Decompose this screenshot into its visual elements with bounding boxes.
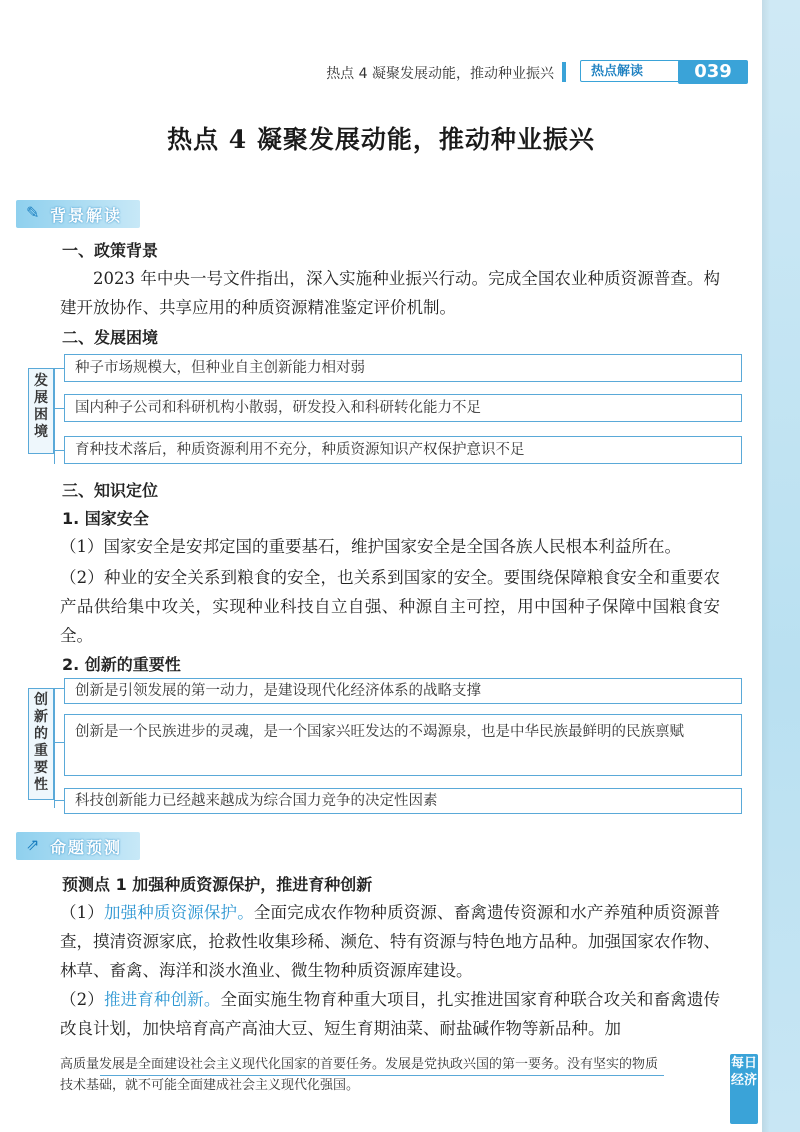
prediction-heading: 预测点 1 加强种质资源保护，推进育种创新: [62, 875, 373, 894]
footer-quote: 高质量发展是全面建设社会主义现代化国家的首要任务。发展是党执政兴国的第一要务。没有坚实的物质技术基础，就不可能全面建成社会主义现代化强国。: [60, 1057, 659, 1093]
policy-heading: 一、政策背景: [62, 241, 159, 260]
dilemma-label: 发展困境: [28, 368, 54, 454]
prediction-paragraph-1: （1）加强种质资源保护。全面完成农作物种质资源、畜禽遗传资源和水产养殖种质资源普查，摸清资源家底，抢救性收集珍稀、濒危、特有资源与特色地方品种。加强国家农作物、林草、畜禽、海洋和淡水渔业、微生物种质资源库建设。: [60, 903, 721, 980]
dilemma-item: 种子市场规模大，但种业自主创新能力相对弱: [64, 354, 742, 382]
security-paragraph-2: （2）种业的安全关系到粮食的安全，也关系到国家的安全。要围绕保障粮食安全和重要农产品供给集中攻关，实现种业科技自立自强、种源自主可控，用中国种子保障中国粮食安全。: [60, 568, 720, 645]
chapter-title: 热点 4 凝聚发展动能，推动种业振兴: [167, 125, 595, 154]
prediction-paragraph-2: （2）推进育种创新。全面实施生物育种重大项目，扎实推进国家育种联合攻关和畜禽遗传改良计划，加快培育高产高油大豆、短生育期油菜、耐盐碱作物等新品种。加: [60, 990, 721, 1038]
running-header: [0, 60, 762, 84]
policy-text: 2023 年中央一号文件指出，深入实施种业振兴行动。完成全国农业种质资源普查。构建开放协作、共享应用的种质资源精准鉴定评价机制。: [60, 269, 720, 317]
bracket-stub: [54, 408, 64, 409]
section-tag-label: 背景解读: [50, 206, 123, 225]
page-edge: [762, 0, 800, 1132]
dilemma-item: 育种技术落后，种质资源利用不充分，种质资源知识产权保护意识不足: [64, 436, 742, 464]
innovation-label: 创新的重要性: [28, 688, 54, 800]
bracket-stub: [54, 368, 64, 369]
page-number: 039: [678, 60, 748, 84]
dilemma-heading: 二、发展困境: [62, 328, 159, 347]
bracket-stub: [54, 688, 64, 689]
header-accent-bar: [562, 62, 566, 82]
innovation-item: 科技创新能力已经越来越成为综合国力竞争的决定性因素: [64, 788, 742, 814]
security-paragraph-1: （1）国家安全是安邦定国的重要基石，维护国家安全是全国各族人民根本利益所在。: [60, 537, 681, 556]
sub-heading-security: 1. 国家安全: [62, 509, 149, 528]
bracket-stub: [54, 800, 64, 801]
chart-icon: ⇗: [26, 835, 40, 854]
knowledge-heading: 三、知识定位: [62, 481, 159, 500]
innovation-item: 创新是引领发展的第一动力，是建设现代化经济体系的战略支撑: [64, 678, 742, 704]
section-tag-label: 命题预测: [50, 838, 123, 857]
section-tag-background: [16, 200, 140, 228]
pencil-icon: ✎: [26, 203, 40, 222]
section-tag-background: [16, 832, 140, 860]
dilemma-item: 国内种子公司和科研机构小散弱，研发投入和科研转化能力不足: [64, 394, 742, 422]
footer-badge: 每日经济: [730, 1054, 758, 1124]
sub-heading-innovation: 2. 创新的重要性: [62, 655, 181, 674]
header-badge: 热点解读: [580, 60, 710, 82]
running-title: 热点 4 凝聚发展动能，推动种业振兴: [326, 66, 554, 82]
bracket-stub: [54, 742, 64, 743]
bracket-stub: [54, 450, 64, 451]
innovation-item: 创新是一个民族进步的灵魂，是一个国家兴旺发达的不竭源泉，也是中华民族最鲜明的民族禀赋: [64, 714, 742, 776]
